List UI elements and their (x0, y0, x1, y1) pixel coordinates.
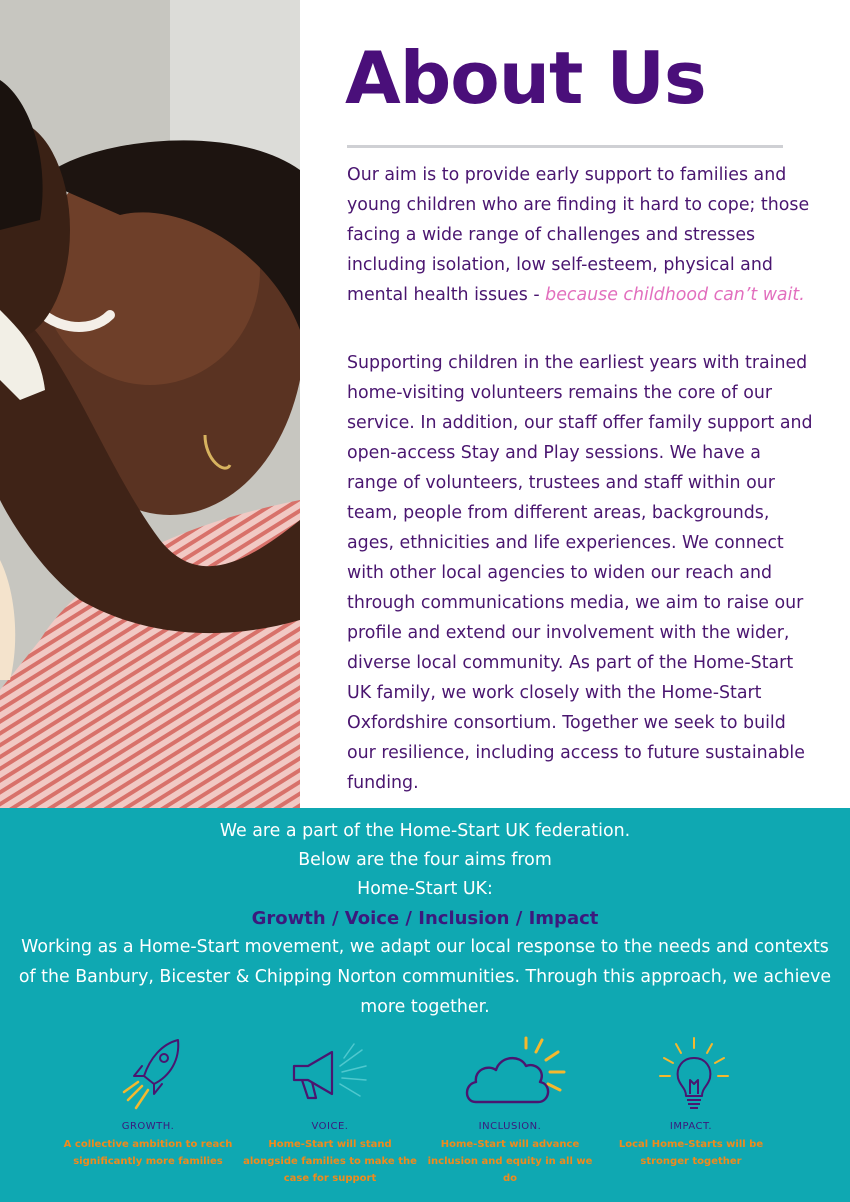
aim-desc-growth: A collective ambition to reach significantly more families (63, 1139, 233, 1167)
hero-photo (0, 0, 300, 808)
title-divider (347, 145, 783, 148)
aim-label-inclusion: INCLUSION. (478, 1121, 542, 1132)
federation-line-1: We are a part of the Home-Start UK federation. (219, 821, 631, 841)
megaphone-icon (288, 1036, 368, 1116)
intro-paragraph (347, 160, 817, 310)
aim-label-growth: GROWTH. (121, 1121, 175, 1132)
rocket-icon (118, 1036, 188, 1116)
page-title: About Us (345, 36, 706, 120)
cloud-sun-icon (462, 1036, 568, 1116)
intro-tagline: because childhood can’t wait. (545, 285, 805, 305)
mother-and-child-photo (0, 0, 300, 808)
aims-heading: Growth / Voice / Inclusion / Impact (251, 908, 599, 929)
aim-desc-voice: Home-Start will stand alongside families to make the case for support (243, 1139, 417, 1184)
service-paragraph: Supporting children in the earliest years with trained home-visiting volunteers remains the core of our service. In addition, our staff offer family support and open-access Stay and Play sessions. We have a range of volunteers, trustees and staff within our team, people from different areas, backgrounds, ages, ethnicities and life experiences. We connect with other local agencies to widen our reach and through communications media, we aim to raise our profile and extend our involvement with the wider, diverse local community. As part of the Home-Start UK family, we work closely with the Home-Start Oxfordshire consortium. Together we seek to build our resilience, including access to future sustainable funding. (347, 353, 813, 793)
aim-desc-inclusion: Home-Start will advance inclusion and equity in all we do (427, 1139, 593, 1184)
intro-text: Our aim is to provide early support to families and young children who are finding it hard to cope; those facing a wide range of challenges and stresses including isolation, low self-esteem, physical and mental health issues - (347, 165, 810, 305)
federation-line-3: Home-Start UK: (357, 879, 493, 899)
aim-desc-impact: Local Home-Starts will be stronger together (618, 1139, 764, 1167)
federation-line-2: Below are the four aims from (298, 850, 552, 870)
aim-label-impact: IMPACT. (669, 1121, 713, 1132)
federation-paragraph: Working as a Home-Start movement, we adapt our local response to the needs and contexts of the Banbury, Bicester & Chipping Norton communities. Through this approach, we achieve more together. (18, 937, 832, 1017)
lightbulb-icon (656, 1036, 732, 1116)
aim-label-voice: VOICE. (311, 1121, 349, 1132)
